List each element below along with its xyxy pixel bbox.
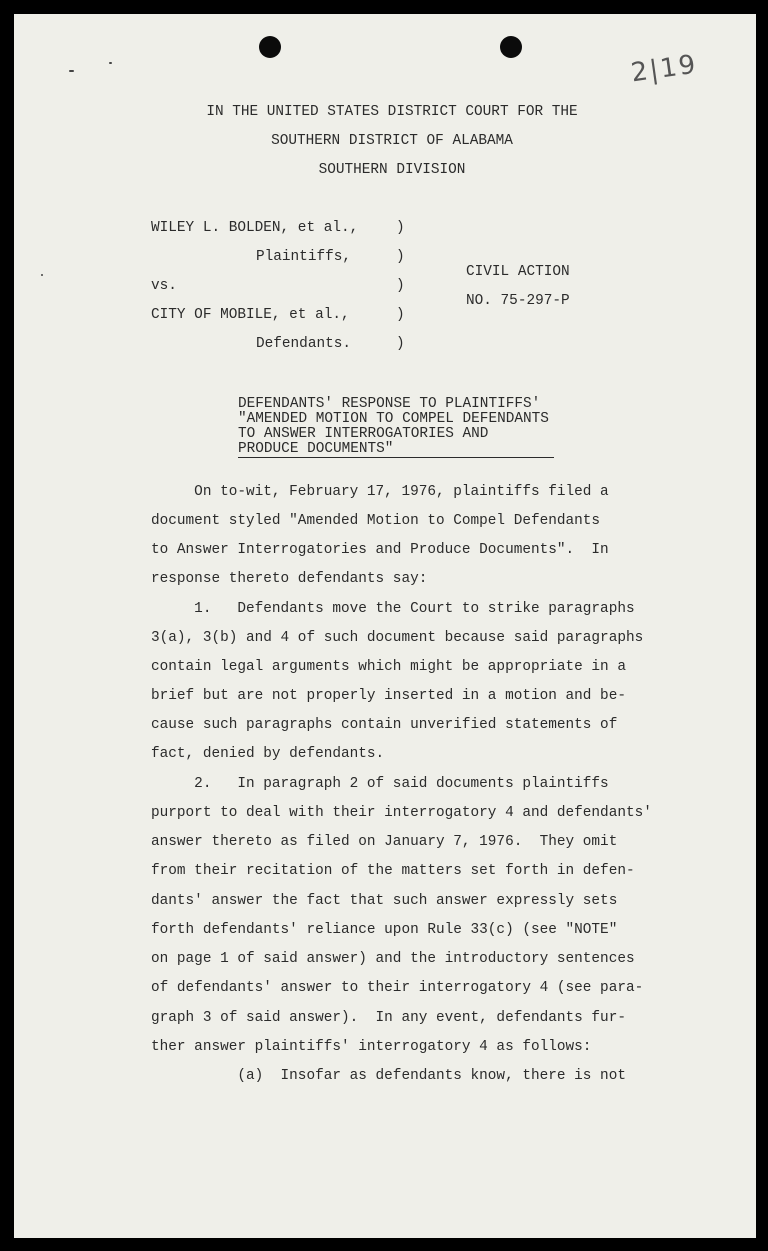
body-line-14: from their recitation of the matters set forth in defen-	[151, 863, 635, 879]
court-heading-line1: IN THE UNITED STATES DISTRICT COURT FOR THE	[206, 104, 578, 120]
body-line-6: 3(a), 3(b) and 4 of such document because said paragraphs	[151, 630, 644, 646]
plaintiff-name: WILEY L. BOLDEN, et al.,	[151, 220, 359, 236]
speck-mark	[41, 274, 43, 276]
document-title-line4: PRODUCE DOCUMENTS"	[238, 441, 394, 457]
caption-bracket: )	[396, 249, 405, 265]
caption-bracket: )	[396, 307, 405, 323]
court-heading-line2: SOUTHERN DISTRICT OF ALABAMA	[271, 133, 513, 149]
body-line-18: of defendants' answer to their interrogatory 4 (see para-	[151, 980, 644, 996]
body-line-11: 2. In paragraph 2 of said documents plaintiffs	[151, 776, 609, 792]
plaintiff-role: Plaintiffs,	[256, 249, 351, 265]
body-line-1: On to-wit, February 17, 1976, plaintiffs filed a	[151, 484, 609, 500]
document-title-line3: TO ANSWER INTERROGATORIES AND	[238, 426, 489, 442]
caption-bracket: )	[396, 220, 405, 236]
body-line-19: graph 3 of said answer). In any event, defendants fur-	[151, 1010, 626, 1026]
court-heading-line3: SOUTHERN DIVISION	[318, 162, 466, 178]
document-title-line1: DEFENDANTS' RESPONSE TO PLAINTIFFS'	[238, 396, 541, 412]
document-page	[14, 14, 756, 1238]
body-line-3: to Answer Interrogatories and Produce Documents". In	[151, 542, 609, 558]
body-line-16: forth defendants' reliance upon Rule 33(c) (see "NOTE"	[151, 922, 618, 938]
defendant-role: Defendants.	[256, 336, 351, 352]
punch-hole-left	[259, 36, 281, 58]
body-line-20: ther answer plaintiffs' interrogatory 4 as follows:	[151, 1039, 592, 1055]
body-line-5: 1. Defendants move the Court to strike paragraphs	[151, 601, 635, 617]
handwritten-annotation: 2|19	[629, 49, 700, 89]
title-underline	[238, 457, 554, 458]
body-line-12: purport to deal with their interrogatory 4 and defendants'	[151, 805, 652, 821]
document-title-line2: "AMENDED MOTION TO COMPEL DEFENDANTS	[238, 411, 549, 427]
body-line-7: contain legal arguments which might be appropriate in a	[151, 659, 626, 675]
caption-bracket: )	[396, 278, 405, 294]
body-line-13: answer thereto as filed on January 7, 1976. They omit	[151, 834, 618, 850]
body-line-17: on page 1 of said answer) and the introductory sentences	[151, 951, 635, 967]
case-type: CIVIL ACTION	[466, 264, 570, 280]
punch-hole-right	[500, 36, 522, 58]
body-line-15: dants' answer the fact that such answer expressly sets	[151, 893, 618, 909]
body-line-4: response thereto defendants say:	[151, 571, 428, 587]
versus-label: vs.	[151, 278, 177, 294]
case-number: NO. 75-297-P	[466, 293, 570, 309]
body-line-8: brief but are not properly inserted in a motion and be-	[151, 688, 626, 704]
speck-mark	[69, 70, 74, 72]
body-line-10: fact, denied by defendants.	[151, 746, 385, 762]
body-line-2: document styled "Amended Motion to Compel Defendants	[151, 513, 601, 529]
speck-mark	[109, 62, 112, 64]
defendant-name: CITY OF MOBILE, et al.,	[151, 307, 350, 323]
body-line-21: (a) Insofar as defendants know, there is not	[151, 1068, 626, 1084]
caption-bracket: )	[396, 336, 405, 352]
body-line-9: cause such paragraphs contain unverified statements of	[151, 717, 618, 733]
